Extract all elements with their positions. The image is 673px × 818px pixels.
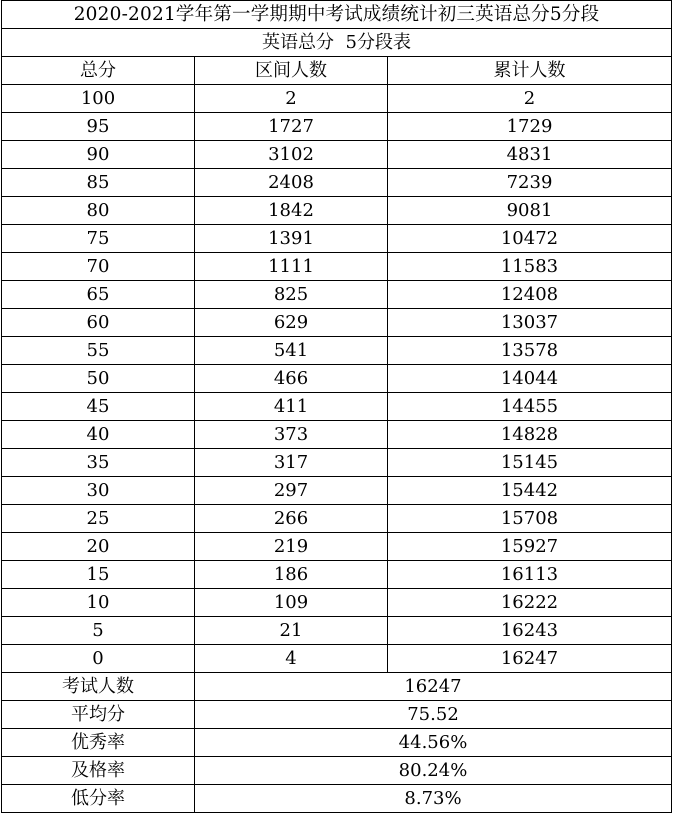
table-row xyxy=(2,113,672,141)
table-row xyxy=(2,561,672,589)
cumulative-count-cell: 15708 xyxy=(388,505,672,533)
summary-row xyxy=(2,757,672,785)
score-cell: 80 xyxy=(2,197,195,225)
header-interval-count: 区间人数 xyxy=(195,57,388,85)
interval-count-cell: 2 xyxy=(195,85,388,113)
cumulative-count-cell: 2 xyxy=(388,85,672,113)
score-cell: 20 xyxy=(2,533,195,561)
cumulative-count-cell: 1729 xyxy=(388,113,672,141)
table-row xyxy=(2,505,672,533)
cumulative-count-cell: 16243 xyxy=(388,617,672,645)
cumulative-count-cell: 14044 xyxy=(388,365,672,393)
table-row xyxy=(2,309,672,337)
cumulative-count-cell: 15145 xyxy=(388,449,672,477)
cumulative-count-cell: 13578 xyxy=(388,337,672,365)
summary-value: 44.56% xyxy=(195,729,672,757)
table-row xyxy=(2,533,672,561)
cumulative-count-cell: 10472 xyxy=(388,225,672,253)
score-cell: 10 xyxy=(2,589,195,617)
interval-count-cell: 109 xyxy=(195,589,388,617)
cumulative-count-cell: 14455 xyxy=(388,393,672,421)
interval-count-cell: 317 xyxy=(195,449,388,477)
score-cell: 40 xyxy=(2,421,195,449)
summary-row xyxy=(2,785,672,813)
table-row xyxy=(2,281,672,309)
summary-value: 80.24% xyxy=(195,757,672,785)
interval-count-cell: 4 xyxy=(195,645,388,673)
score-cell: 70 xyxy=(2,253,195,281)
table-row xyxy=(2,421,672,449)
interval-count-cell: 825 xyxy=(195,281,388,309)
score-cell: 90 xyxy=(2,141,195,169)
score-cell: 0 xyxy=(2,645,195,673)
score-cell: 30 xyxy=(2,477,195,505)
summary-value: 75.52 xyxy=(195,701,672,729)
summary-label: 及格率 xyxy=(2,757,195,785)
table-row xyxy=(2,197,672,225)
table-row xyxy=(2,169,672,197)
summary-label: 平均分 xyxy=(2,701,195,729)
table-row xyxy=(2,589,672,617)
summary-label: 考试人数 xyxy=(2,673,195,701)
table-row xyxy=(2,141,672,169)
score-cell: 50 xyxy=(2,365,195,393)
score-cell: 60 xyxy=(2,309,195,337)
score-table xyxy=(1,0,672,813)
cumulative-count-cell: 7239 xyxy=(388,169,672,197)
table-row xyxy=(2,477,672,505)
score-cell: 55 xyxy=(2,337,195,365)
interval-count-cell: 373 xyxy=(195,421,388,449)
interval-count-cell: 186 xyxy=(195,561,388,589)
score-cell: 45 xyxy=(2,393,195,421)
score-cell: 95 xyxy=(2,113,195,141)
header-cumulative-count: 累计人数 xyxy=(388,57,672,85)
title-row xyxy=(2,1,672,29)
cumulative-count-cell: 4831 xyxy=(388,141,672,169)
table-subtitle: 英语总分 5分段表 xyxy=(2,29,672,57)
score-cell: 5 xyxy=(2,617,195,645)
summary-row xyxy=(2,673,672,701)
interval-count-cell: 1727 xyxy=(195,113,388,141)
score-cell: 75 xyxy=(2,225,195,253)
score-cell: 65 xyxy=(2,281,195,309)
interval-count-cell: 2408 xyxy=(195,169,388,197)
summary-row xyxy=(2,729,672,757)
interval-count-cell: 466 xyxy=(195,365,388,393)
cumulative-count-cell: 16113 xyxy=(388,561,672,589)
summary-value: 8.73% xyxy=(195,785,672,813)
cumulative-count-cell: 12408 xyxy=(388,281,672,309)
interval-count-cell: 411 xyxy=(195,393,388,421)
summary-row xyxy=(2,701,672,729)
table-row xyxy=(2,393,672,421)
cumulative-count-cell: 16222 xyxy=(388,589,672,617)
table-row xyxy=(2,225,672,253)
table-row xyxy=(2,617,672,645)
score-cell: 35 xyxy=(2,449,195,477)
interval-count-cell: 21 xyxy=(195,617,388,645)
table-row xyxy=(2,85,672,113)
interval-count-cell: 297 xyxy=(195,477,388,505)
cumulative-count-cell: 15442 xyxy=(388,477,672,505)
interval-count-cell: 266 xyxy=(195,505,388,533)
header-row xyxy=(2,57,672,85)
table-row xyxy=(2,253,672,281)
summary-label: 优秀率 xyxy=(2,729,195,757)
cumulative-count-cell: 15927 xyxy=(388,533,672,561)
score-cell: 85 xyxy=(2,169,195,197)
cumulative-count-cell: 9081 xyxy=(388,197,672,225)
cumulative-count-cell: 11583 xyxy=(388,253,672,281)
cumulative-count-cell: 14828 xyxy=(388,421,672,449)
cumulative-count-cell: 13037 xyxy=(388,309,672,337)
subtitle-row xyxy=(2,29,672,57)
score-cell: 15 xyxy=(2,561,195,589)
interval-count-cell: 219 xyxy=(195,533,388,561)
sheet-title: 2020-2021学年第一学期期中考试成绩统计初三英语总分5分段 xyxy=(2,1,672,29)
interval-count-cell: 629 xyxy=(195,309,388,337)
score-cell: 25 xyxy=(2,505,195,533)
cumulative-count-cell: 16247 xyxy=(388,645,672,673)
table-row xyxy=(2,365,672,393)
interval-count-cell: 3102 xyxy=(195,141,388,169)
table-row xyxy=(2,645,672,673)
interval-count-cell: 1111 xyxy=(195,253,388,281)
summary-value: 16247 xyxy=(195,673,672,701)
header-score: 总分 xyxy=(2,57,195,85)
table-row xyxy=(2,449,672,477)
summary-label: 低分率 xyxy=(2,785,195,813)
interval-count-cell: 541 xyxy=(195,337,388,365)
table-row xyxy=(2,337,672,365)
interval-count-cell: 1391 xyxy=(195,225,388,253)
interval-count-cell: 1842 xyxy=(195,197,388,225)
score-cell: 100 xyxy=(2,85,195,113)
